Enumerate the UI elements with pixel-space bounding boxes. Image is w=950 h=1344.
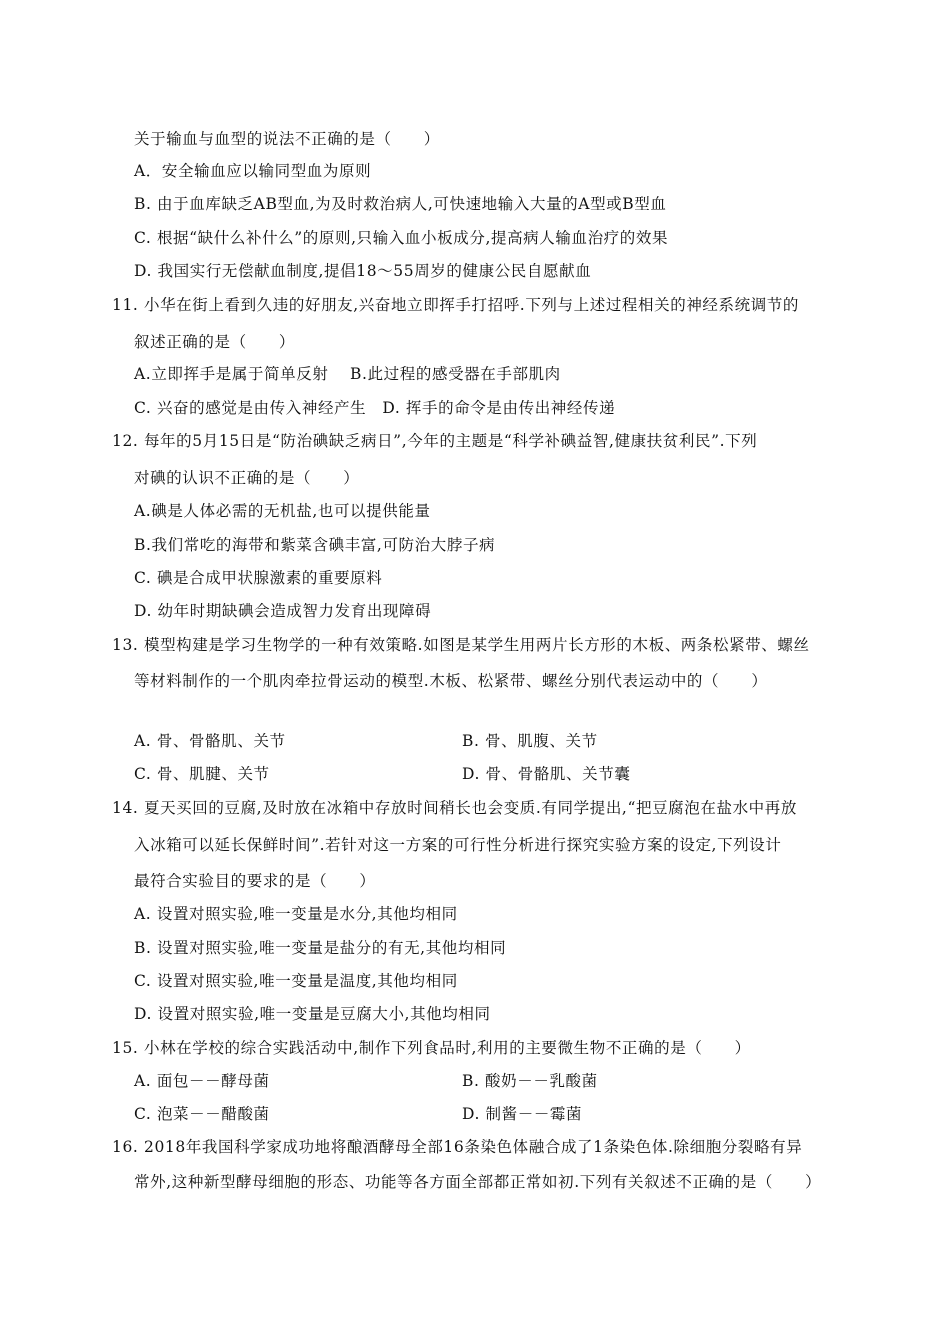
q11-stem-line2: 叙述正确的是（ ） — [134, 333, 296, 351]
q11-option-row2: C. 兴奋的感觉是由传入神经产生 D. 挥手的命令是由传出神经传递 — [134, 399, 616, 417]
q15-stem: 15. 小林在学校的综合实践活动中,制作下列食品时,利用的主要微生物不正确的是（ ） — [112, 1039, 751, 1057]
q15-option-c: C. 泡菜－－醋酸菌 — [134, 1105, 270, 1123]
q14-option-c: C. 设置对照实验,唯一变量是温度,其他均相同 — [134, 972, 458, 990]
q12-stem-line1: 12. 每年的5月15日是“防治碘缺乏病日”,今年的主题是“科学补碘益智,健康扶贫利民”.下列 — [112, 432, 758, 450]
q10-option-c: C. 根据“缺什么补什么”的原则,只输入血小板成分,提高病人输血治疗的效果 — [134, 229, 669, 247]
q16-stem-line1: 16. 2018年我国科学家成功地将酿酒酵母全部16条染色体融合成了1条染色体.除细胞分裂略有异 — [112, 1138, 803, 1156]
q15-option-a: A. 面包－－酵母菌 — [134, 1072, 270, 1090]
q16-stem-line2: 常外,这种新型酵母细胞的形态、功能等各方面全部都正常如初.下列有关叙述不正确的是（ ） — [134, 1173, 822, 1191]
q12-option-a: A.碘是人体必需的无机盐,也可以提供能量 — [134, 502, 431, 520]
q12-stem-line2: 对碘的认识不正确的是（ ） — [134, 469, 360, 487]
q11-option-row1: A.立即挥手是属于简单反射 B.此过程的感受器在手部肌肉 — [134, 365, 561, 383]
q13-option-a: A. 骨、骨骼肌、关节 — [134, 732, 286, 750]
q13-option-d: D. 骨、骨骼肌、关节囊 — [462, 765, 631, 783]
q12-option-b: B.我们常吃的海带和紫菜含碘丰富,可防治大脖子病 — [134, 536, 496, 554]
q15-option-b: B. 酸奶－－乳酸菌 — [462, 1072, 598, 1090]
q15-option-d: D. 制酱－－霉菌 — [462, 1105, 583, 1123]
q14-option-a: A. 设置对照实验,唯一变量是水分,其他均相同 — [134, 905, 458, 923]
q10-stem: 关于输血与血型的说法不正确的是（ ） — [134, 130, 440, 148]
q12-option-d: D. 幼年时期缺碘会造成智力发育出现障碍 — [134, 602, 432, 620]
q11-stem-line1: 11. 小华在街上看到久违的好朋友,兴奋地立即挥手打招呼.下列与上述过程相关的神经系统调节的 — [112, 296, 800, 314]
q14-stem-line1: 14. 夏天买回的豆腐,及时放在冰箱中存放时间稍长也会变质.有同学提出,“把豆腐泡在盐水中再放 — [112, 799, 797, 817]
q14-stem-line3: 最符合实验目的要求的是（ ） — [134, 872, 376, 890]
q10-option-a: A．安全输血应以输同型血为原则 — [134, 162, 372, 180]
q14-option-b: B. 设置对照实验,唯一变量是盐分的有无,其他均相同 — [134, 939, 507, 957]
q13-stem-line1: 13. 模型构建是学习生物学的一种有效策略.如图是某学生用两片长方形的木板、两条松紧带、螺丝 — [112, 636, 810, 654]
q13-option-b: B. 骨、肌腹、关节 — [462, 732, 598, 750]
q10-option-d: D. 我国实行无偿献血制度,提倡18～55周岁的健康公民自愿献血 — [134, 262, 592, 280]
q10-option-b: B. 由于血库缺乏AB型血,为及时救治病人,可快速地输入大量的A型或B型血 — [134, 195, 667, 213]
q13-stem-line2: 等材料制作的一个肌肉牵拉骨运动的模型.木板、松紧带、螺丝分别代表运动中的（ ） — [134, 672, 768, 690]
q12-option-c: C. 碘是合成甲状腺激素的重要原料 — [134, 569, 383, 587]
q14-option-d: D. 设置对照实验,唯一变量是豆腐大小,其他均相同 — [134, 1005, 491, 1023]
q14-stem-line2: 入冰箱可以延长保鲜时间”.若针对这一方案的可行性分析进行探究实验方案的设定,下列设计 — [134, 836, 782, 854]
q13-option-c: C. 骨、肌腱、关节 — [134, 765, 270, 783]
